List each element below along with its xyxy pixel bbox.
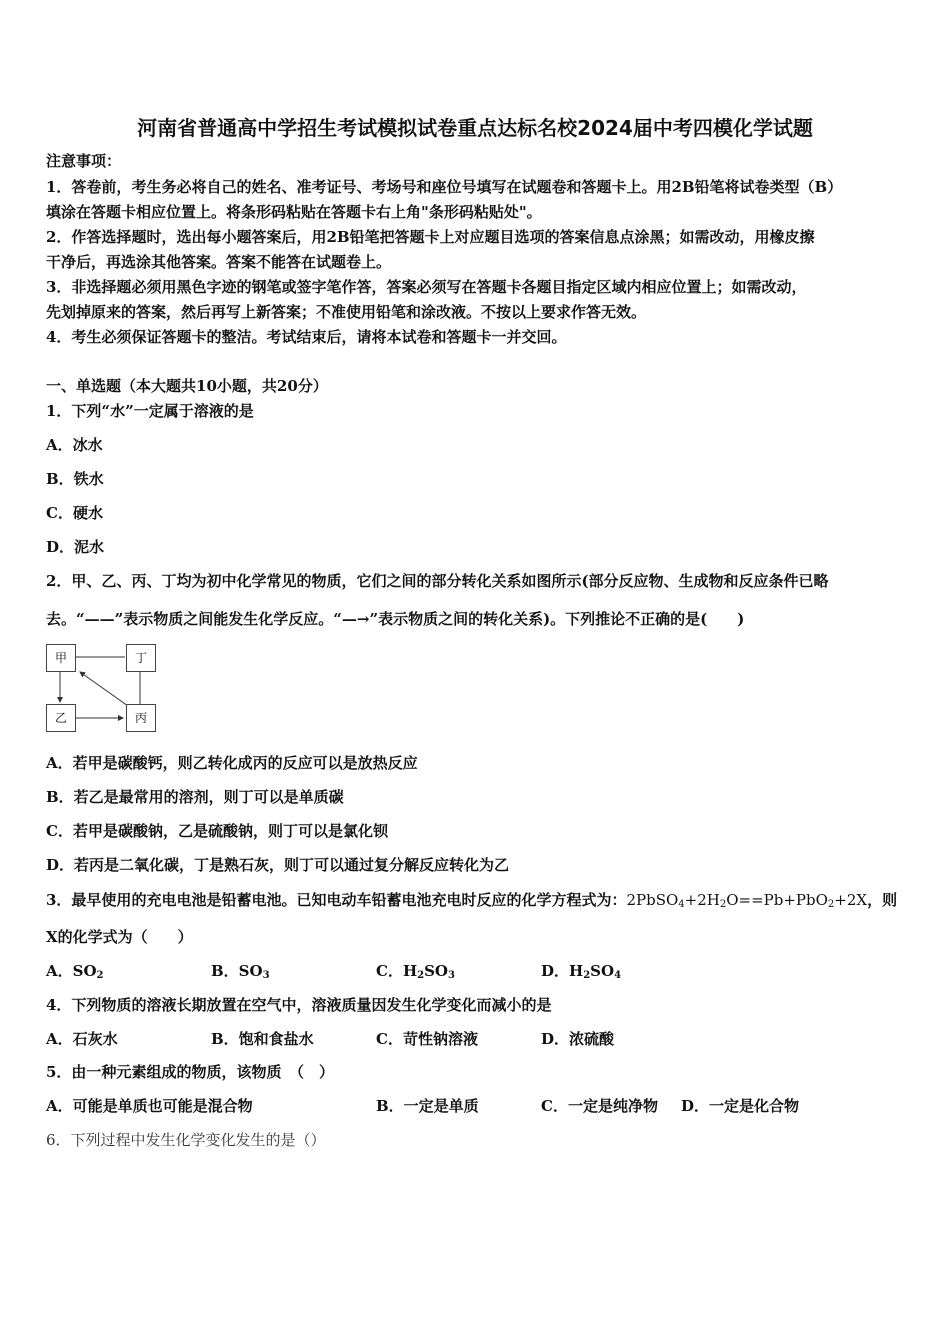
- question-4-option-a: A．石灰水: [46, 1030, 118, 1048]
- notice-line: 4．考生必须保证答题卡的整洁。考试结束后，请将本试卷和答题卡一并交回。: [46, 328, 567, 346]
- question-3-option-c: C．$H_2SO_3$: [376, 962, 455, 981]
- bing-jia-arrow: [80, 672, 128, 706]
- notice-line: 3．非选择题必须用黑色字迹的钢笔或签字笔作答，答案必须写在答题卡各题目指定区域内相应位置上；如需改动，: [46, 278, 807, 296]
- notice-line: 填涂在答题卡相应位置上。将条形码粘贴在答题卡右上角"条形码粘贴处"。: [46, 203, 542, 221]
- question-2-stem-line1: 2．甲、乙、丙、丁均为初中化学常见的物质，它们之间的部分转化关系如图所示(部分反应物、生成物和反应条件已略: [46, 572, 829, 590]
- question-1-stem: 1．下列“水”一定属于溶液的是: [46, 402, 254, 420]
- question-1-option-b: B．铁水: [46, 470, 104, 488]
- question-4-option-d: D．浓硫酸: [541, 1030, 615, 1048]
- question-2-option-b: B．若乙是最常用的溶剂，则丁可以是单质碳: [46, 788, 344, 806]
- question-1-option-c: C．硬水: [46, 504, 103, 522]
- notice-line: 2．作答选择题时，选出每小题答案后，用2B铅笔把答题卡上对应题目选项的答案信息点涂黑；如需改动，用橡皮擦: [46, 228, 815, 246]
- chemical-equation: $2PbSO_4+2H_2O==Pb+PbO_2+2X$: [626, 891, 868, 910]
- question-6-stem: 6．下列过程中发生化学变化发生的是（）: [46, 1131, 326, 1149]
- question-4-option-c: C．苛性钠溶液: [376, 1030, 478, 1048]
- question-2-option-c: C．若甲是碳酸钠，乙是硫酸钠，则丁可以是氯化钡: [46, 822, 388, 840]
- question-2-option-d: D．若丙是二氧化碳，丁是熟石灰，则丁可以通过复分解反应转化为乙: [46, 856, 510, 874]
- notice-heading: 注意事项：: [46, 152, 122, 170]
- box-jia: 甲: [46, 644, 76, 672]
- question-3-stem-line1: [46, 890, 897, 915]
- question-3-option-b: B．$SO_3$: [211, 962, 270, 981]
- question-2-option-a: A．若甲是碳酸钙，则乙转化成丙的反应可以是放热反应: [46, 754, 418, 772]
- question-2-stem-line2: 去。“——”表示物质之间能发生化学反应。“—→”表示物质之间的转化关系)。下列推论不正确的是( ): [46, 610, 745, 628]
- notice-line: 干净后，再选涂其他答案。答案不能答在试题卷上。: [46, 253, 392, 271]
- box-bing: 丙: [126, 704, 156, 732]
- box-ding: 丁: [126, 644, 156, 672]
- question-5-stem: 5．由一种元素组成的物质，该物质 （ ）: [46, 1063, 334, 1081]
- question-3-stem-suffix: ，则: [867, 891, 898, 909]
- question-5-option-c: C．一定是纯净物: [541, 1097, 658, 1115]
- question-1-option-d: D．泥水: [46, 538, 105, 556]
- question-1-option-a: A．冰水: [46, 436, 103, 454]
- notice-line: 1．答卷前，考生务必将自己的姓名、准考证号、考场号和座位号填写在试题卷和答题卡上。用2B铅笔将试卷类型（B）: [46, 178, 843, 196]
- box-yi: 乙: [46, 704, 76, 732]
- question-4-stem: 4．下列物质的溶液长期放置在空气中，溶液质量因发生化学变化而减小的是: [46, 996, 552, 1014]
- question-3-option-d: D．$H_2SO_4$: [541, 962, 622, 981]
- question-5-option-d: D．一定是化合物: [681, 1097, 800, 1115]
- question-4-option-b: B．饱和食盐水: [211, 1030, 314, 1048]
- notice-line: 先划掉原来的答案，然后再写上新答案；不准使用铅笔和涂改液。不按以上要求作答无效。: [46, 303, 647, 321]
- question-5-option-a: A．可能是单质也可能是混合物: [46, 1097, 253, 1115]
- question-3-option-a: A．$SO_2$: [46, 962, 104, 981]
- question-3-stem-prefix: 3．最早使用的充电电池是铅蓄电池。已知电动车铅蓄电池充电时反应的化学方程式为：: [46, 891, 627, 909]
- question-5-option-b: B．一定是单质: [376, 1097, 479, 1115]
- relation-diagram: [44, 642, 156, 734]
- question-3-stem-line2: X的化学式为（ ）: [46, 928, 193, 946]
- section-heading: 一、单选题（本大题共10小题，共20分）: [46, 377, 328, 395]
- page-title: 河南省普通高中学招生考试模拟试卷重点达标名校2024届中考四模化学试题: [137, 116, 813, 140]
